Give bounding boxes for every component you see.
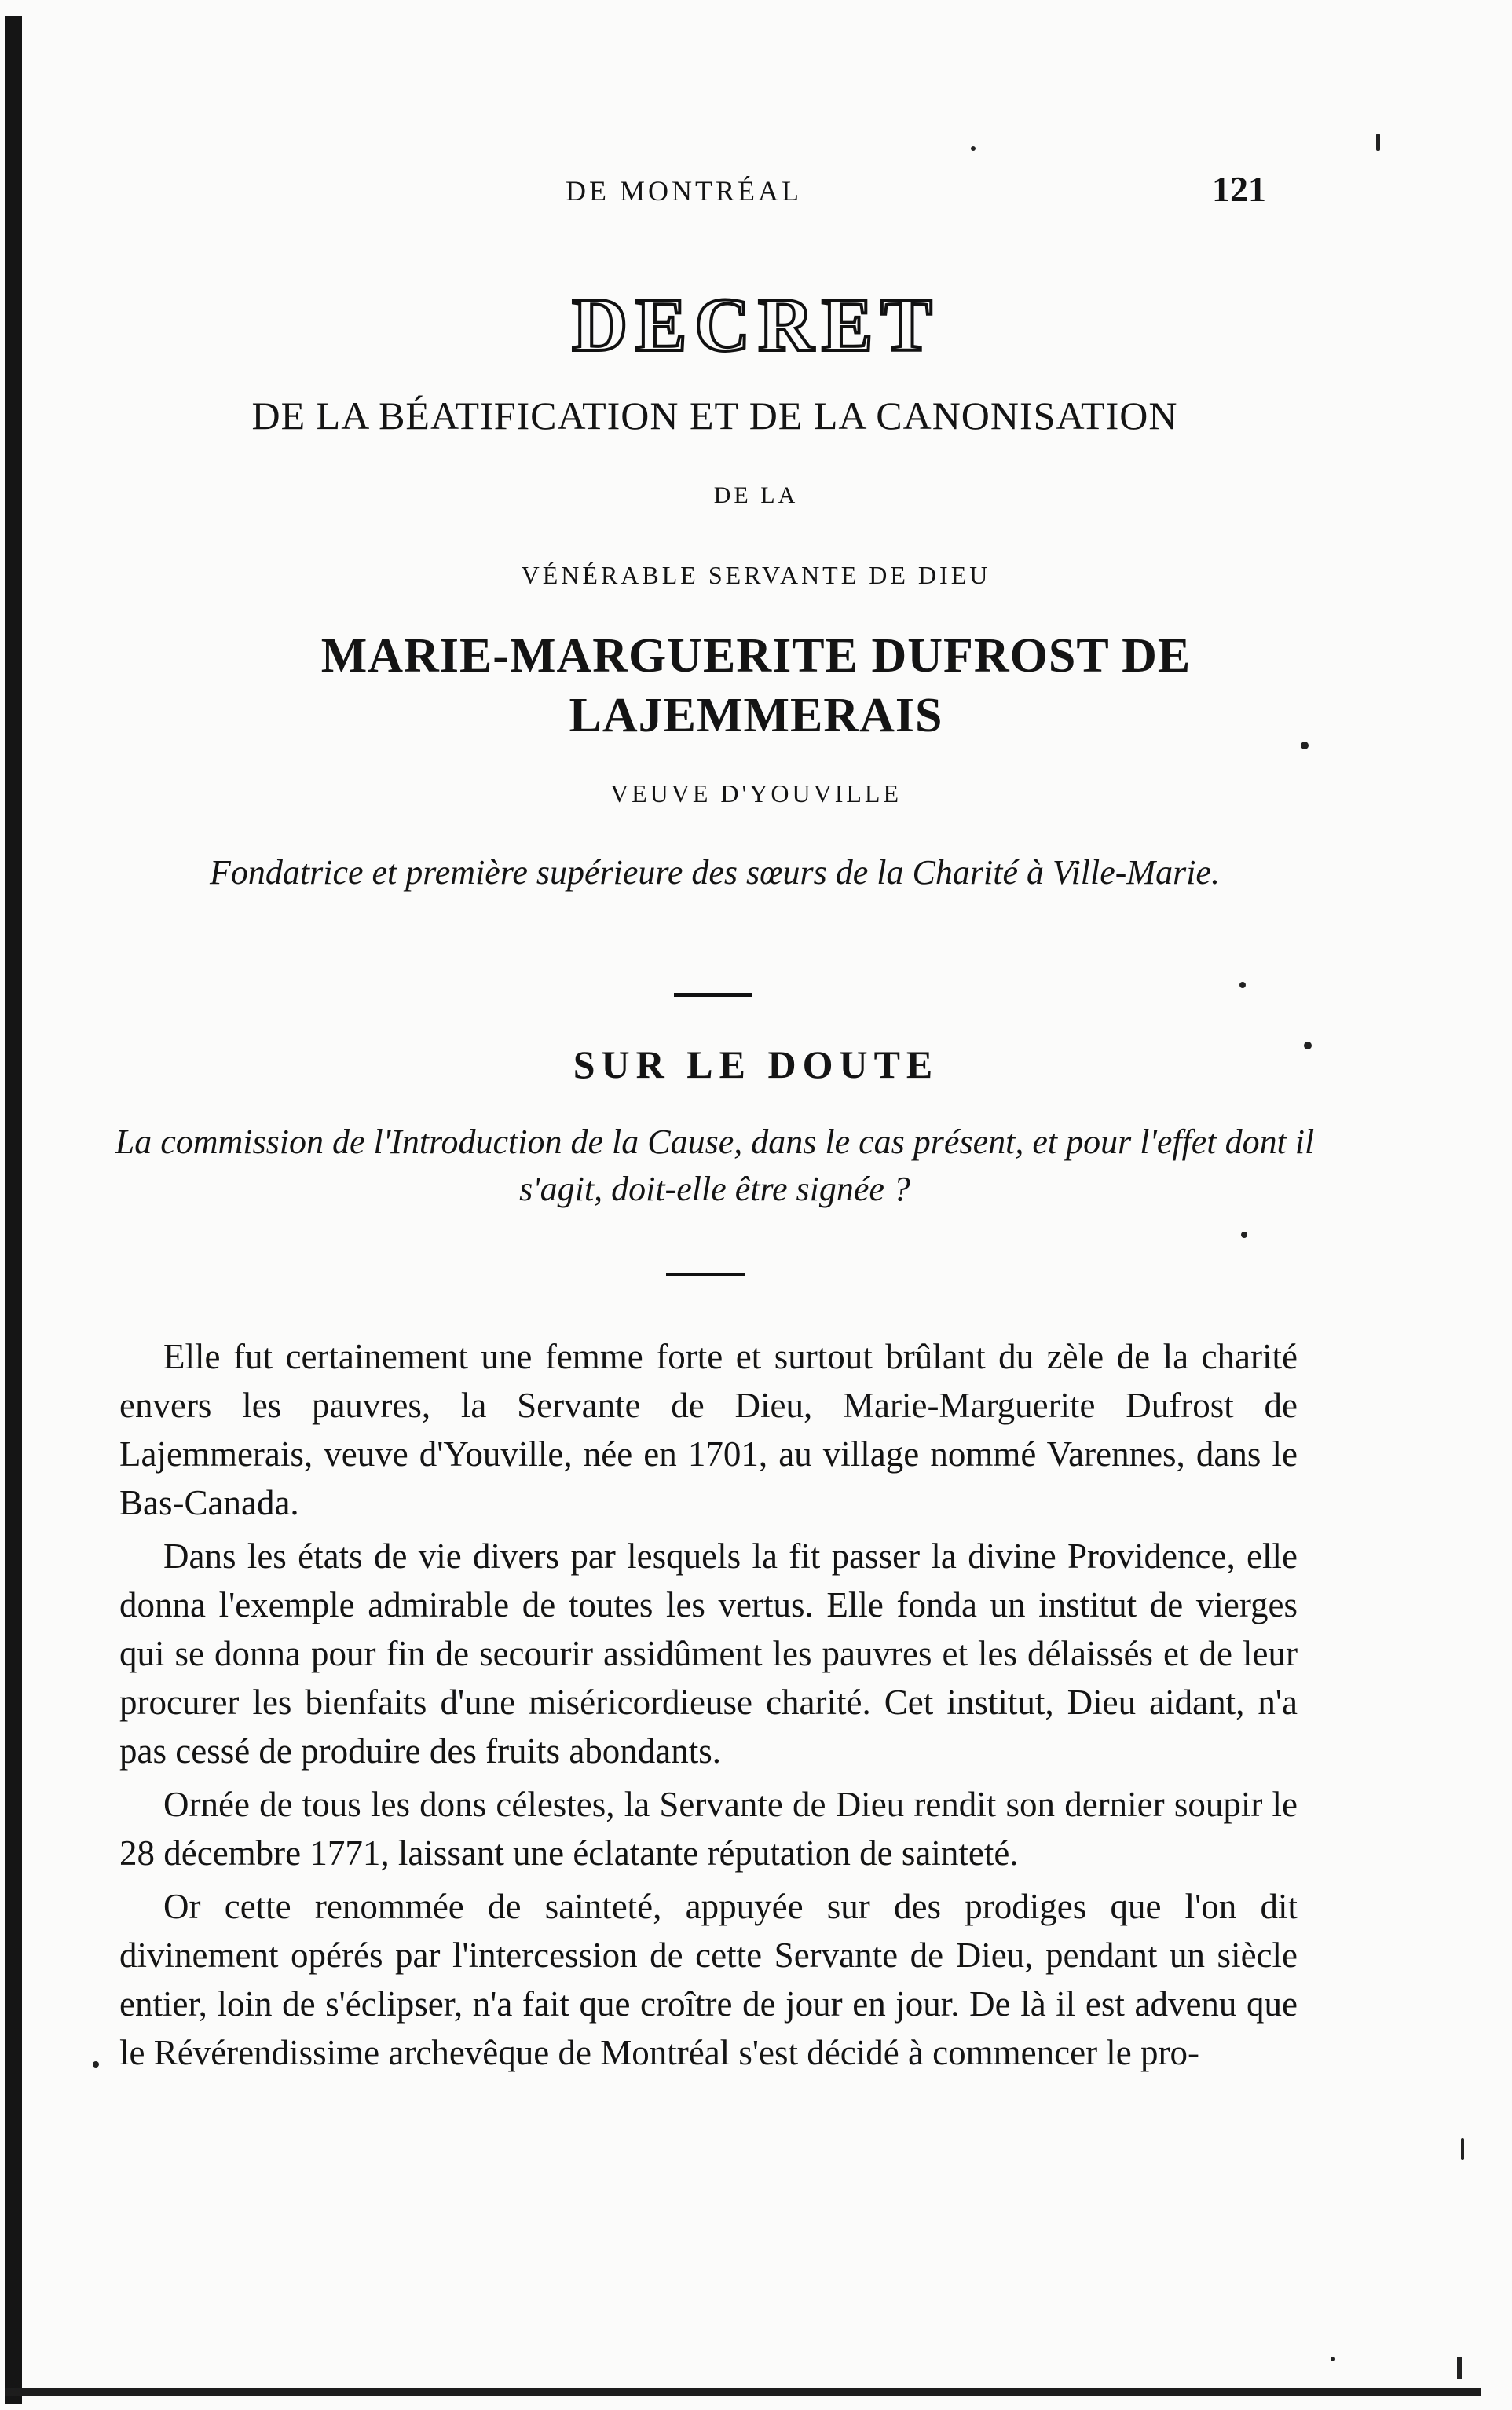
page-number: 121 [1212,169,1266,209]
scan-speck [1239,982,1246,988]
section-heading: SUR LE DOUTE [573,1042,939,1086]
decree-title: DECRET [572,283,940,368]
section-question: La commission de l'Introduction de la Cause, dans le cas présent, et pour l'effet dont il s'agit, doit-elle être signée ? [115,1123,1315,1208]
separator-rule [674,993,752,997]
scan-mark [1457,2357,1462,2379]
servant-line: VÉNÉRABLE SERVANTE DE DIEU [521,561,991,589]
scan-speck [93,2061,99,2068]
scan-speck [1331,2357,1335,2361]
decree-subtitle: DE LA BÉATIFICATION ET DE LA CANONISATION [251,394,1178,438]
paragraph: Dans les états de vie divers par lesquels la fit passer la divine Providence, elle donna l'exemple admirable de toutes les vertus. Elle fonda un institut de vierges qui se donna pour fin de secourir assidûment les pauvres et les délaissés et de leur procurer les bienfaits d'une miséricordieuse charité. Cet institut, Dieu aidant, n'a pas cessé de produire des fruits abondants. [119,1536,1298,1771]
scan-speck [1241,1232,1247,1238]
name-line-2: LAJEMMERAIS [569,689,943,742]
title-connector: DE LA [713,482,799,508]
bottom-edge-shadow [5,2388,1481,2396]
foundress-line: Fondatrice et première supérieure des sœurs de la Charité à Ville-Marie. [210,853,1220,892]
running-head [0,163,1512,218]
scan-speck [1376,134,1380,151]
scan-speck [971,146,976,151]
binding-edge-shadow [5,16,22,2404]
scan-speck [1461,2138,1464,2160]
running-title: DE MONTRÉAL [566,175,802,207]
paragraph: Ornée de tous les dons célestes, la Servante de Dieu rendit son dernier soupir le 28 décembre 1771, laissant une éclatante réputation de sainteté. [119,1785,1298,1873]
widow-line: VEUVE D'YOUVILLE [610,779,902,808]
body-text [119,1332,1298,2082]
separator-rule [666,1273,745,1276]
paragraph: Or cette renommée de sainteté, appuyée sur des prodiges que l'on dit divinement opérés par l'intercession de cette Servante de Dieu, pendant un siècle entier, loin de s'éclipser, n'a fait que croître de jour en jour. De là il est advenu que le Révérendissime archevêque de Montréal s'est décidé à commencer le pro- [119,1887,1298,2072]
name-line-1: MARIE-MARGUERITE DUFROST DE [320,629,1192,683]
paragraph: Elle fut certainement une femme forte et surtout brûlant du zèle de la charité envers les pauvres, la Servante de Dieu, Marie-Marguerite Dufrost de Lajemmerais, veuve d'Youville, née en 1701, au village nommé Varennes, dans le Bas-Canada. [119,1337,1298,1522]
